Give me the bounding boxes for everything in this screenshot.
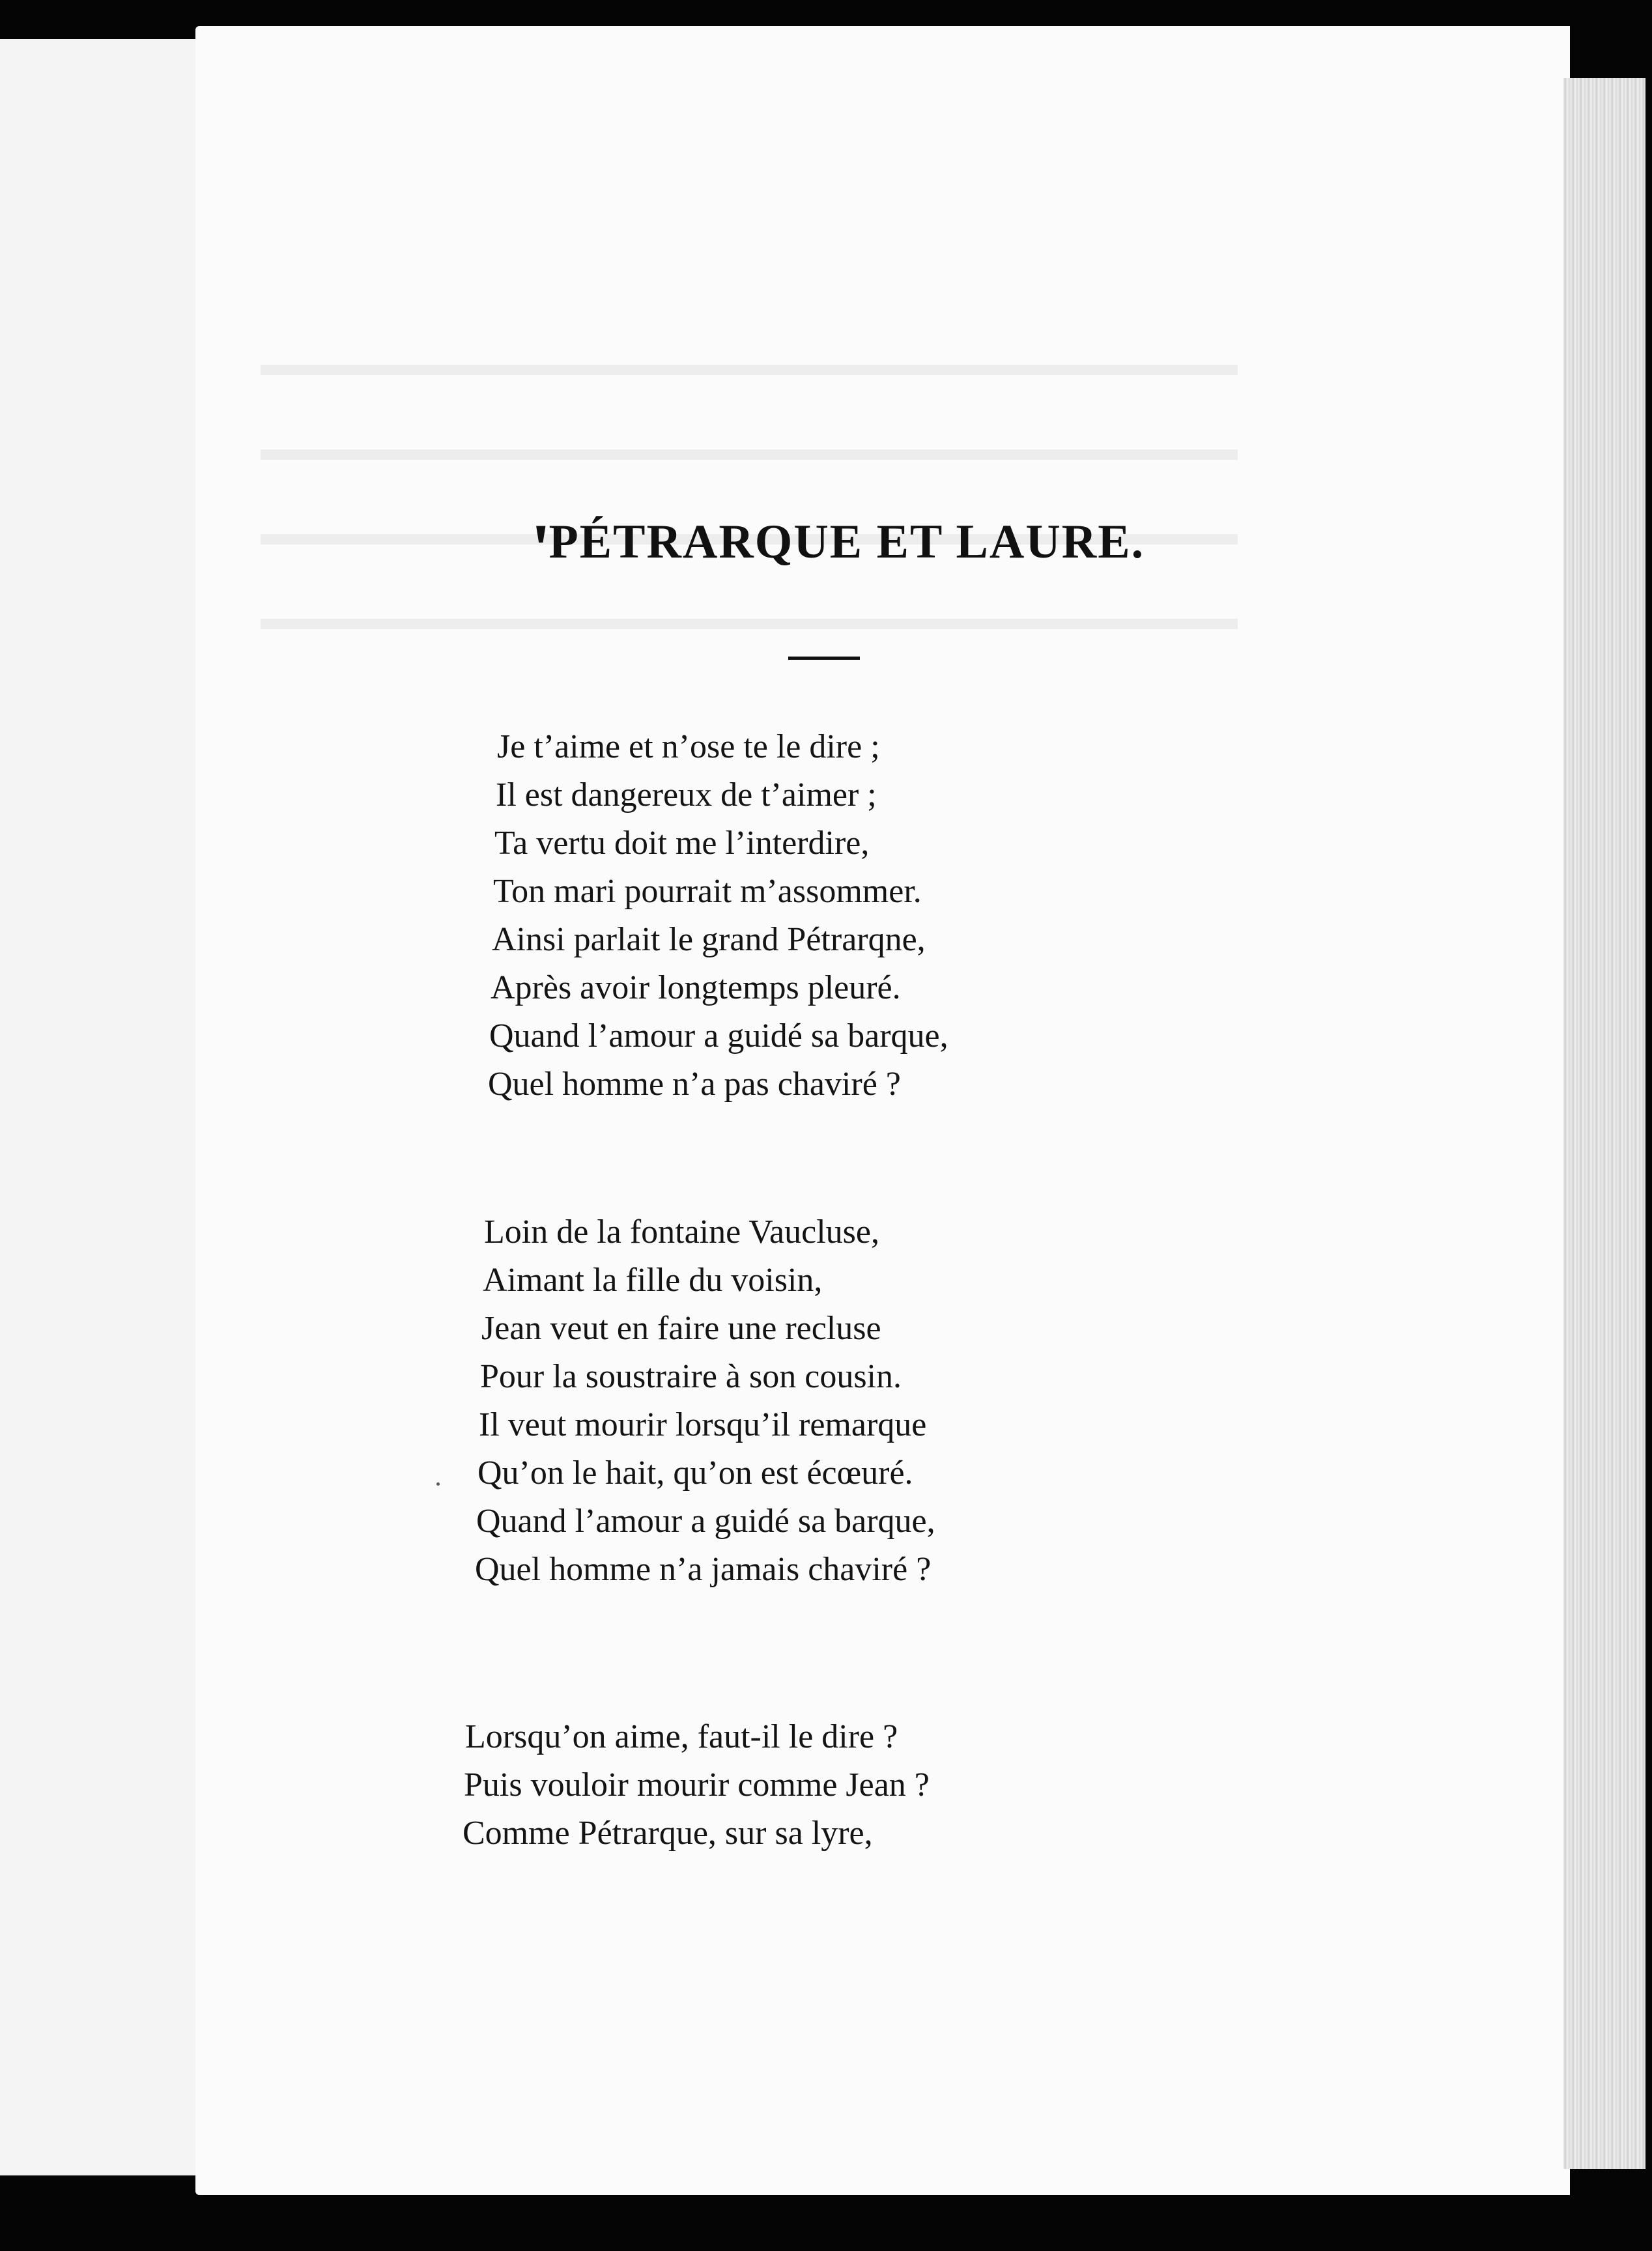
verse-line: Ta vertu doit me l’interdire, — [494, 825, 870, 862]
verse-line: Quel homme n’a jamais chaviré ? — [475, 1551, 932, 1588]
verse-line: Qu’on le hait, qu’on est écœuré. — [477, 1454, 913, 1492]
stanza-1 — [488, 723, 948, 1109]
left-page-edge — [0, 39, 215, 2175]
stanza-3 — [463, 1713, 930, 1858]
verse-line: Puis vouloir mourir comme Jean ? — [464, 1766, 930, 1804]
book-page — [195, 26, 1570, 2195]
verse-line: Quand l’amour a guidé sa barque, — [476, 1503, 935, 1540]
verse-line: Après avoir longtemps pleuré. — [491, 969, 901, 1006]
verse-line: Lorsqu’on aime, faut-il le dire ? — [465, 1718, 898, 1755]
verse-line: Loin de la fontaine Vaucluse, — [484, 1213, 879, 1251]
verse-line: Jean veut en faire une recluse — [481, 1310, 881, 1347]
stanza-2 — [475, 1208, 935, 1594]
verse-line: Je t’aime et n’ose te le dire ; — [497, 728, 880, 765]
verse-line: Il est dangereux de t’aimer ; — [496, 776, 877, 814]
verse-line: Comme Pétrarque, sur sa lyre, — [463, 1815, 873, 1852]
verse-line: Quand l’amour a guidé sa barque, — [489, 1017, 948, 1055]
verse-line: Il veut mourir lorsqu’il remarque — [479, 1406, 927, 1443]
verse-line: Quel homme n’a pas chaviré ? — [488, 1066, 901, 1103]
verse-line: Ton mari pourrait m’assommer. — [493, 873, 922, 910]
page-block-edge — [1563, 78, 1645, 2169]
ink-speck — [436, 1482, 440, 1486]
title-rule — [788, 657, 860, 660]
poem-title: ꞌPÉTRARQUE ET LAURE. — [534, 515, 1145, 569]
verse-line: Pour la soustraire à son cousin. — [480, 1358, 902, 1395]
verse-line: Ainsi parlait le grand Pétrarqne, — [492, 921, 926, 958]
verse-line: Aimant la fille du voisin, — [483, 1262, 823, 1299]
